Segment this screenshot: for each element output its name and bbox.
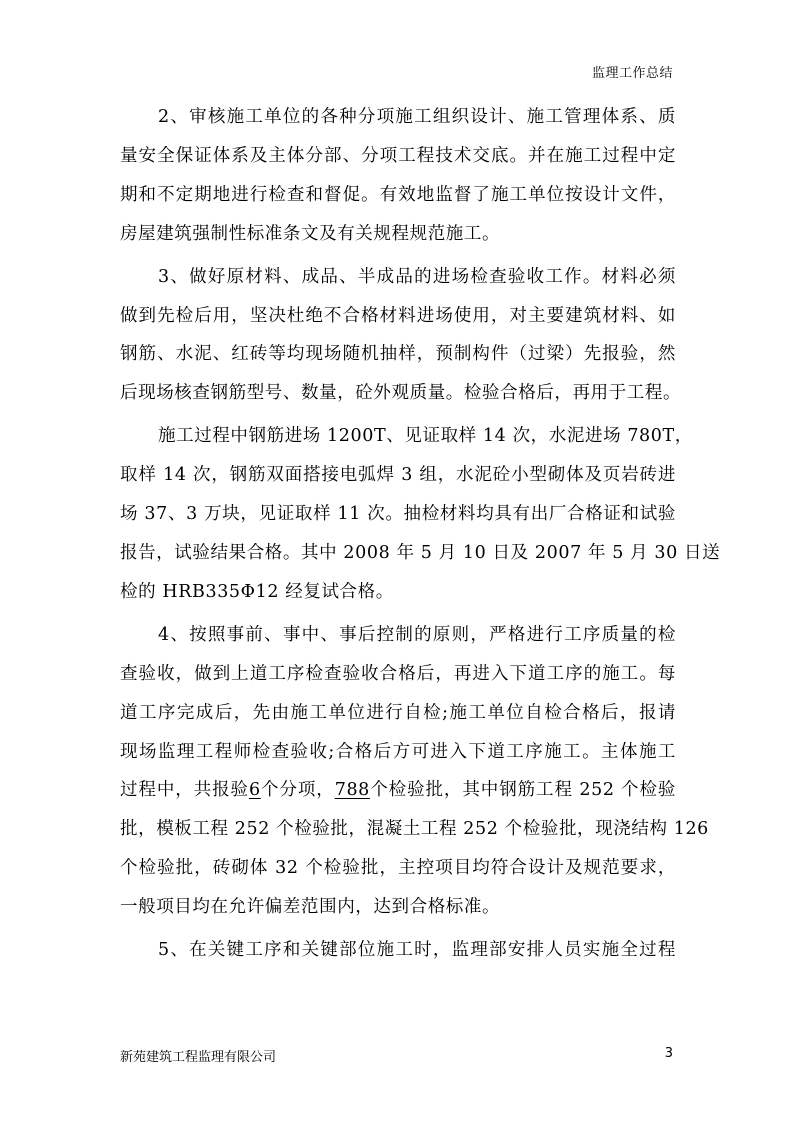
- paragraph-materials: [120, 417, 721, 612]
- text-line: [120, 771, 676, 810]
- text-line: 房屋建筑强制性标准条文及有关规程规范施工。: [120, 223, 501, 244]
- document-body: [120, 98, 721, 970]
- text-line: 批，模板工程 252 个检验批，混凝土工程 252 个检验批，现浇结构 126: [120, 819, 709, 840]
- text-line: 5、在关键工序和关键部位施工时，监理部安排人员实施全过程: [158, 940, 676, 961]
- text-line: 量安全保证体系及主体分部、分项工程技术交底。并在施工过程中定: [120, 145, 676, 166]
- text-segment: 个检验批，其中钢筋工程 252 个检验: [369, 780, 677, 801]
- page-number: 3: [664, 1046, 673, 1061]
- text-segment: 个分项，: [260, 780, 335, 801]
- text-segment: 过程中，共报验: [120, 780, 249, 801]
- text-line: 检的 HRB335Φ12 经复试合格。: [120, 581, 394, 602]
- text-line: 取样 14 次，钢筋双面搭接电弧焊 3 组，水泥砼小型砌体及页岩砖进: [120, 465, 676, 486]
- text-line: 道工序完成后，先由施工单位进行自检;施工单位自检合格后，报请: [120, 702, 676, 723]
- paragraph-4: [120, 616, 709, 927]
- text-line: 施工过程中钢筋进场 1200T、见证取样 14 次，水泥进场 780T，: [158, 426, 693, 447]
- underlined-count: 6: [248, 780, 261, 801]
- text-line: 4、按照事前、事中、事后控制的原则，严格进行工序质量的检: [158, 624, 676, 645]
- text-line: 后现场核查钢筋型号、数量，砼外观质量。检验合格后，再用于工程。: [120, 383, 682, 404]
- paragraph-3: [120, 258, 682, 414]
- text-line: 报告，试验结果合格。其中 2008 年 5 月 10 日及 2007 年 5 月 30 日送: [120, 542, 721, 563]
- text-line: 一般项目均在允许偏差范围内，达到合格标准。: [120, 897, 501, 918]
- page-header-title: 监理工作总结: [591, 66, 673, 81]
- text-line: 做到先检后用，坚决杜绝不合格材料进场使用，对主要建筑材料、如: [120, 305, 676, 326]
- text-line: 查验收，做到上道工序检查验收合格后，再进入下道工序的施工。每: [120, 663, 676, 684]
- text-line: 期和不定期地进行检查和督促。有效地监督了施工单位按设计文件，: [120, 184, 676, 205]
- paragraph-2: [120, 98, 676, 254]
- text-line: 2、审核施工单位的各种分项施工组织设计、施工管理体系、质: [158, 107, 676, 127]
- text-line: 场 37、3 万块，见证取样 11 次。抽检材料均具有出厂合格证和试验: [120, 504, 676, 525]
- text-line: 现场监理工程师检查验收;合格后方可进入下道工序施工。主体施工: [120, 741, 676, 762]
- text-line: 3、做好原材料、成品、半成品的进场检查验收工作。材料必须: [158, 266, 676, 287]
- paragraph-5: [120, 931, 676, 970]
- text-line: 个检验批，砖砌体 32 个检验批，主控项目均符合设计及规范要求，: [120, 858, 676, 879]
- underlined-count: 788: [334, 780, 370, 801]
- text-line: 钢筋、水泥、红砖等均现场随机抽样，预制构件（过梁）先报验，然: [120, 344, 676, 365]
- footer-company-name: 新苑建筑工程监理有限公司: [120, 1050, 277, 1065]
